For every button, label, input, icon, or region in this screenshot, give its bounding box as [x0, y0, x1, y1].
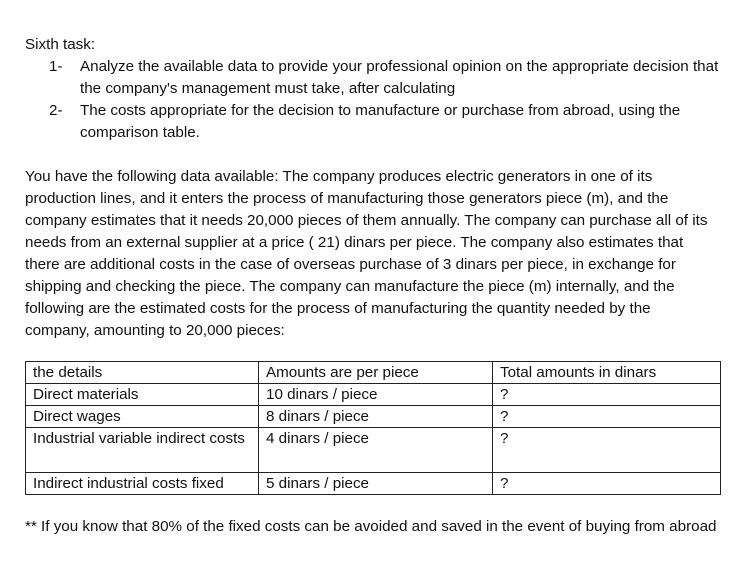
row-total: ? [493, 428, 721, 473]
cost-comparison-table [25, 361, 721, 495]
table-row [26, 406, 721, 428]
row-total: ? [493, 473, 721, 495]
task-item-text: The costs appropriate for the decision to manufacture or purchase from abroad, using the comparison table. [80, 102, 681, 141]
task-item [25, 100, 725, 144]
row-total: ? [493, 384, 721, 406]
header-details: the details [26, 362, 259, 384]
row-amount: 5 dinars / piece [259, 473, 493, 495]
table-row [26, 428, 721, 473]
task-item-number: 2- [49, 102, 63, 119]
task-item-text: Analyze the available data to provide your professional opinion on the appropriate decision that the company's management must take, after calculating [80, 58, 719, 97]
task-list [25, 56, 725, 144]
table-row [26, 384, 721, 406]
row-amount: 4 dinars / piece [259, 428, 493, 473]
row-amount: 10 dinars / piece [259, 384, 493, 406]
table-row [26, 473, 721, 495]
row-detail: Indirect industrial costs fixed [26, 473, 259, 495]
row-total: ? [493, 406, 721, 428]
task-document [25, 34, 725, 342]
row-amount: 8 dinars / piece [259, 406, 493, 428]
row-detail: Direct wages [26, 406, 259, 428]
header-total-amount: Total amounts in dinars [493, 362, 721, 384]
intro-paragraph: You have the following data available: The company produces electric generators in one of its production lines, and it enters the process of manufacturing those generators piece (m), and the company estimates that it needs 20,000 pieces of them annually. The company can purchase all of its needs from an external supplier at a price ( 21) dinars per piece. The company also estimates that there are additional costs in the case of overseas purchase of 3 dinars per piece, in exchange for shipping and checking the piece. The company can manufacture the piece (m) internally, and the following are the estimated costs for the process of manufacturing the quantity needed by the company, amounting to 20,000 pieces: [25, 168, 708, 339]
footnote: ** If you know that 80% of the fixed costs can be avoided and saved in the event of buying from abroad [25, 518, 717, 535]
task-item [25, 56, 725, 100]
row-detail: Direct materials [26, 384, 259, 406]
header-amount-per-piece: Amounts are per piece [259, 362, 493, 384]
table-header-row [26, 362, 721, 384]
task-item-number: 1- [49, 58, 63, 75]
task-title: Sixth task: [25, 36, 96, 53]
row-detail: Industrial variable indirect costs [26, 428, 259, 473]
